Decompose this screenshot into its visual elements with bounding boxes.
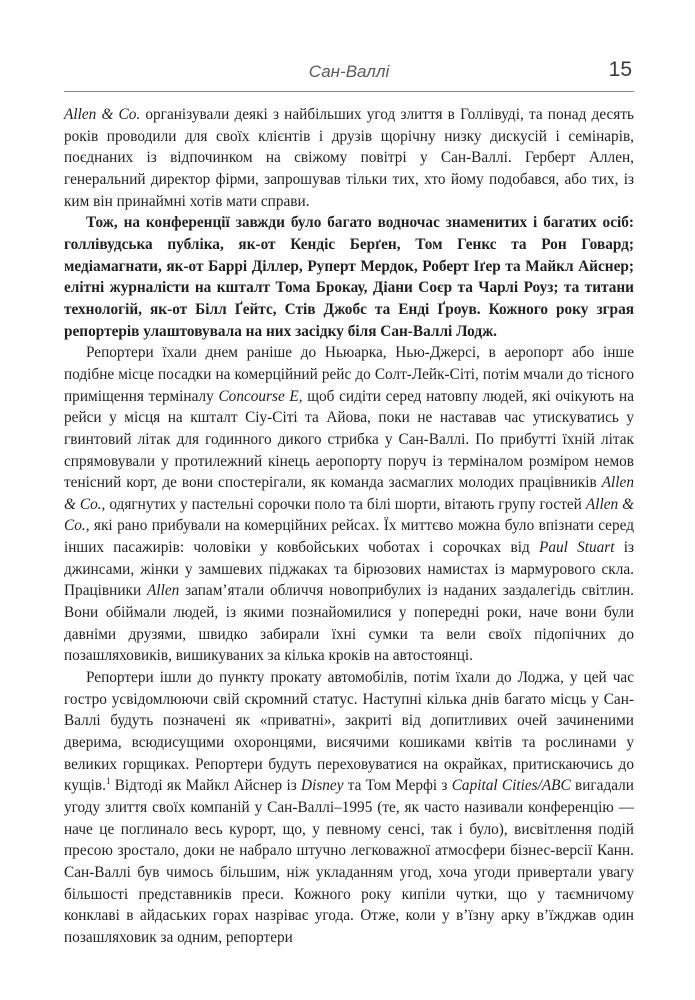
paragraph — [64, 667, 634, 949]
paragraph — [64, 104, 634, 212]
running-title: Сан-Валлі — [308, 62, 390, 81]
italic-name: Allen — [146, 582, 180, 600]
italic-name: Allen & Co. — [64, 474, 634, 513]
text-run: вигадали угоду злиття своїх компаній у Сан-Валлі–1995 (те, як часто називали конференцію — наче це поглинало весь курорт, що, у певному сенсі, так і було), висвітлення подій пресою зростало, доки не набрало штучно легковажної атмосфери бізнес-версії Канн. Сан-Валлі був чимось більшим, ніж укладанням угод, хоча угоди привертали увагу більшості представників преси. Кожного року кипіли чутки, що у таємничому конклаві в айдаських горах назріває угода. Отже, коли у в’їзну арку в’їжджав один позашляховик за одним, репортери — [64, 777, 634, 946]
text-run: запам’ятали обличчя новоприбулих із наданих заздалегідь світлин. Вони обіймали людей, із якими познайомилися у попередні роки, наче вони були давніми друзями, швидко забирали їхні сумки та вели своїх підопічних до позашляховиків, вишикуваних за кілька кроків на автостоянці. — [64, 582, 634, 665]
paragraph — [64, 342, 634, 667]
text-run: Репортери їхали днем раніше до Ньюарка, Нью-Джерсі, в аеропорт або інше подібне місце посадки на комерційний рейс до Солт-Лейк-Сіті, потім мчали до тісного приміщення терміналу — [64, 344, 634, 405]
italic-name: Paul Stuart — [538, 539, 615, 557]
page-header — [64, 56, 634, 92]
text-run: , які рано прибували на комерційних рейсах. Їх миттєво можна було впізнати серед інших пасажирів: чоловіки у ковбойських чоботах і сорочках від — [64, 517, 634, 557]
text-run: Відтоді як Майкл Айснер із — [110, 777, 302, 795]
text-run: із джинсами, жінки у замшевих піджаках та бірюзових намистах із мармурового скла. Працівники — [64, 539, 634, 600]
header-rule — [64, 91, 634, 92]
footnote-marker: 1 — [105, 776, 111, 787]
paragraph — [64, 212, 634, 342]
text-run: Тож, на конференції завжди було багато водночас знаменитих і багатих осіб: голлівудська публіка, як-от Кендіс Берґен, Том Генкс та Рон Говард; медіамагнати, як-от Баррі Діллер, Руперт Мердок, Роберт Іґер та Майкл Айснер; елітні журналісти на кшталт Тома Брокау, Діани Соєр та Чарлі Роуз; та титани технологій, як-от Білл Ґейтс, Стів Джобс та Енді Ґроув. Кожного року зграя репортерів улаштовувала на них засідку біля Сан-Валлі Лодж. — [64, 214, 634, 340]
page-number: 15 — [608, 58, 632, 81]
italic-name: Allen & Co. — [64, 495, 634, 535]
text-run: організували деякі з найбільших угод злиття в Голлівуді, та понад десять років проводили для своїх клієнтів і друзів щорічну низку дискусій і семінарів, поєднаних із відпочинком на свіжому повітрі у Сан-Валлі. Герберт Аллен, генеральний директор фірми, запрошував тільки тих, хто йому подобався, або тих, із ким він принаймні хотів мати справи. — [64, 106, 634, 210]
text-run: , одягнутих у пастельні сорочки поло та білі шорти, вітають групу гостей — [101, 495, 586, 513]
text-run: Репортери ішли до пункту прокату автомобілів, потім їхали до Лоджа, у цей час гостро усвідомлюючи свій скромний статус. Наступні кілька днів багато місць у Сан-Валлі будуть позначені як «приватні», закриті від допитливих очей зачиненими дверима, всюдисущими охоронцями, висячими кошиками квітів та рослинами у великих горщиках. Репортери будуть переховуватися на окрайках, притискаючись до кущів. — [64, 669, 634, 795]
italic-name: Capital Cities/ABC — [451, 777, 571, 795]
text-run: , щоб сидіти серед натовпу людей, які очікують на рейси у місця на кшталт Сіу-Сіті та Айова, поки не наставав час утискуватись у гвинтовий літак для годинного дикого стрибка у Сан-Валлі. По прибутті їхній літак спрямовували у протилежний кінець аеропорту поруч із терміналом розміром немов тенісний корт, де вони спостерігали, як команда засмаглих молодих працівників — [64, 387, 635, 492]
text-run: та Том Мерфі з — [343, 777, 452, 795]
italic-name: Concourse E — [218, 387, 299, 405]
body-text — [64, 104, 634, 949]
italic-name: Allen & Co. — [64, 106, 141, 123]
italic-name: Disney — [301, 777, 344, 795]
